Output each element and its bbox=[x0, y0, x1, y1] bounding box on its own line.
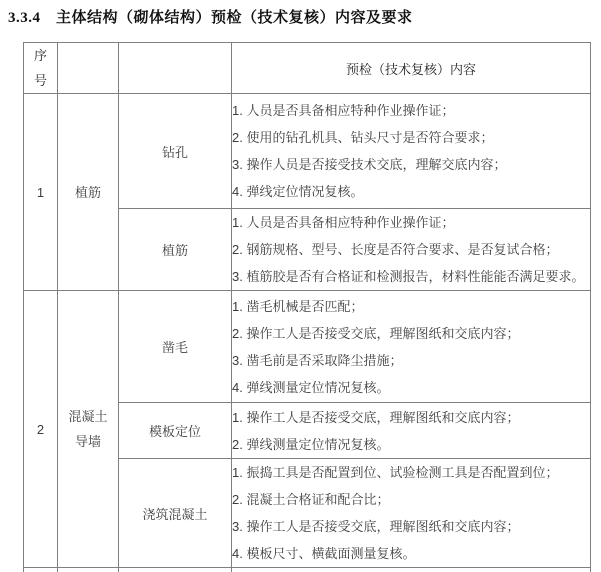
subrow-process: 浇筑混凝土 bbox=[119, 459, 232, 568]
check-item: 3. 凿毛前是否采取降尘措施； bbox=[232, 352, 403, 368]
subrow-content bbox=[232, 291, 591, 403]
check-item: 2. 钢筋规格、型号、长度是否符合要求、是否复试合格； bbox=[232, 242, 559, 257]
check-item: 2. 使用的钻孔机具、钻头尺寸是否符合要求； bbox=[232, 130, 494, 145]
check-item: 2. 弹线测量定位情况复核。 bbox=[232, 436, 390, 452]
check-item: 3. 操作工人是否接受交底，理解图纸和交底内容； bbox=[232, 519, 520, 534]
row-category bbox=[58, 291, 119, 568]
table-header-row bbox=[24, 43, 591, 94]
check-item: 1. 振捣工具是否配置到位、试验检测工具是否配置到位； bbox=[232, 465, 559, 480]
header-serial-label: 序号 bbox=[33, 48, 47, 88]
check-item: 1. 操作工人是否接受交底，理解图纸和交底内容； bbox=[232, 409, 520, 425]
subrow-process: 植筋 bbox=[119, 209, 232, 291]
subrow-content bbox=[232, 209, 591, 291]
header-process-cell bbox=[119, 43, 232, 94]
check-item: 1. 人员是否具备相应特种作业操作证； bbox=[232, 103, 455, 118]
precheck-table bbox=[23, 42, 591, 572]
subrow-content bbox=[232, 403, 591, 459]
empty-cell bbox=[58, 568, 119, 572]
check-item: 2. 混凝土合格证和配合比； bbox=[232, 492, 390, 507]
empty-cell bbox=[119, 568, 232, 572]
table-row bbox=[24, 291, 591, 403]
check-item: 1. 凿毛机械是否匹配； bbox=[232, 298, 364, 314]
empty-cell bbox=[24, 568, 58, 572]
header-category-cell bbox=[58, 43, 119, 94]
row-category-label: 植筋 bbox=[74, 184, 101, 200]
empty-cell bbox=[232, 568, 591, 572]
doc-title: 3.3.4 主体结构（砌体结构）预检（技术复核）内容及要求 bbox=[8, 10, 413, 26]
table-row bbox=[24, 94, 591, 209]
table-row-cutoff bbox=[24, 568, 591, 572]
subrow-content bbox=[232, 94, 591, 209]
subrow-content bbox=[232, 459, 591, 568]
header-serial-cell bbox=[24, 43, 58, 94]
check-item: 4. 模板尺寸、横截面测量复核。 bbox=[232, 546, 416, 561]
subrow-process: 钻孔 bbox=[119, 94, 232, 209]
check-item: 3. 操作人员是否接受技术交底，理解交底内容； bbox=[232, 157, 507, 172]
subrow-process: 模板定位 bbox=[119, 403, 232, 459]
row-category bbox=[58, 94, 119, 291]
check-item: 4. 弹线定位情况复核。 bbox=[232, 184, 364, 199]
row-serial: 2 bbox=[24, 291, 58, 568]
check-item: 4. 弹线测量定位情况复核。 bbox=[232, 379, 390, 395]
row-category-label: 混凝土导墙 bbox=[68, 409, 108, 449]
check-item: 3. 植筋胶是否有合格证和检测报告，材料性能能否满足要求。 bbox=[232, 269, 585, 284]
subrow-process: 凿毛 bbox=[119, 291, 232, 403]
row-serial: 1 bbox=[24, 94, 58, 291]
check-item: 1. 人员是否具备相应特种作业操作证； bbox=[232, 215, 455, 230]
header-content-cell: 预检（技术复核）内容 bbox=[232, 43, 591, 94]
check-item: 2. 操作工人是否接受交底，理解图纸和交底内容； bbox=[232, 325, 520, 341]
